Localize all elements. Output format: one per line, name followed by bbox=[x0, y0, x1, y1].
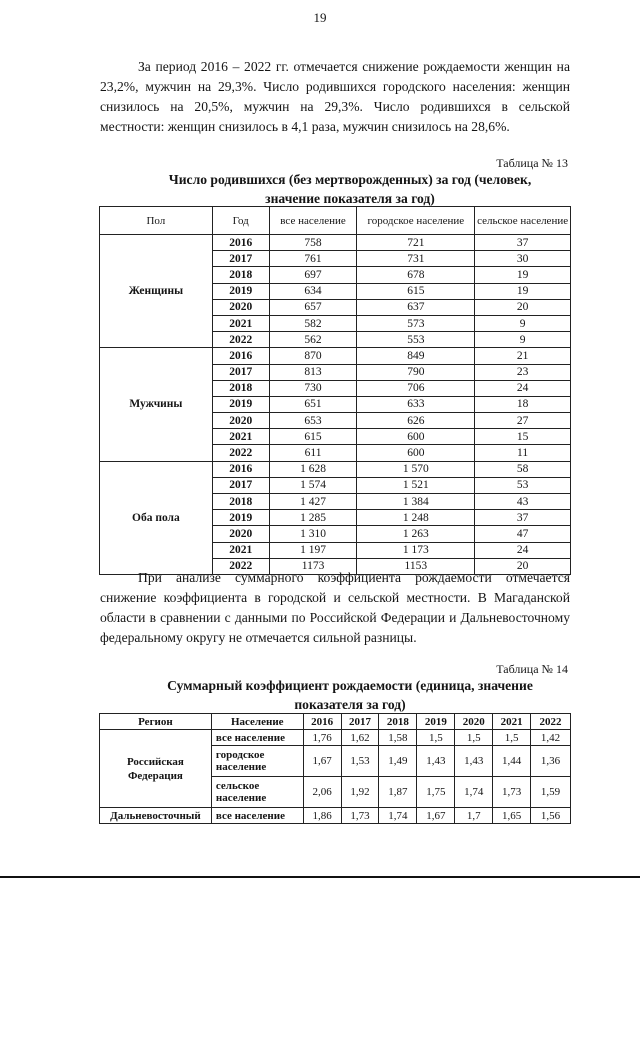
value-cell: 637 bbox=[357, 299, 475, 315]
value-cell: 1,43 bbox=[417, 746, 455, 777]
value-cell: 9 bbox=[475, 332, 571, 348]
value-cell: 1 628 bbox=[269, 461, 357, 477]
value-cell: 1,65 bbox=[493, 808, 531, 824]
value-cell: 813 bbox=[269, 364, 357, 380]
population-cell: все население bbox=[211, 808, 303, 824]
table-14-title: Суммарный коэффициент рождаемости (единица, значение показателя за год) bbox=[167, 678, 533, 712]
table-13-title: Число родившихся (без мертворожденных) за год (человек, значение показателя за год) bbox=[168, 172, 532, 206]
year-cell: 2021 bbox=[212, 542, 269, 558]
column-header: 2021 bbox=[493, 714, 531, 730]
year-cell: 2019 bbox=[212, 510, 269, 526]
value-cell: 573 bbox=[357, 315, 475, 331]
value-cell: 615 bbox=[357, 283, 475, 299]
value-cell: 849 bbox=[357, 348, 475, 364]
value-cell: 1 310 bbox=[269, 526, 357, 542]
value-cell: 1,49 bbox=[379, 746, 417, 777]
table-header-row bbox=[100, 714, 571, 730]
column-header: 2017 bbox=[341, 714, 379, 730]
value-cell: 1 570 bbox=[357, 461, 475, 477]
column-header: Регион bbox=[100, 714, 212, 730]
value-cell: 600 bbox=[357, 445, 475, 461]
value-cell: 1 173 bbox=[357, 542, 475, 558]
population-cell: сельское население bbox=[211, 777, 303, 808]
value-cell: 1,59 bbox=[531, 777, 571, 808]
value-cell: 37 bbox=[475, 510, 571, 526]
value-cell: 657 bbox=[269, 299, 357, 315]
value-cell: 758 bbox=[269, 235, 357, 251]
year-cell: 2020 bbox=[212, 299, 269, 315]
column-header: 2022 bbox=[531, 714, 571, 730]
table-row bbox=[100, 461, 571, 477]
year-cell: 2017 bbox=[212, 477, 269, 493]
value-cell: 1,67 bbox=[303, 746, 341, 777]
page-divider bbox=[0, 876, 640, 878]
value-cell: 1,5 bbox=[455, 730, 493, 746]
value-cell: 19 bbox=[475, 267, 571, 283]
table-13-label: Таблица № 13 bbox=[496, 156, 568, 170]
value-cell: 731 bbox=[357, 251, 475, 267]
value-cell: 1,67 bbox=[417, 808, 455, 824]
value-cell: 1,58 bbox=[379, 730, 417, 746]
value-cell: 651 bbox=[269, 396, 357, 412]
value-cell: 1,36 bbox=[531, 746, 571, 777]
value-cell: 23 bbox=[475, 364, 571, 380]
column-header: Год bbox=[212, 207, 269, 235]
value-cell: 1,56 bbox=[531, 808, 571, 824]
value-cell: 2,06 bbox=[303, 777, 341, 808]
year-cell: 2020 bbox=[212, 413, 269, 429]
value-cell: 24 bbox=[475, 380, 571, 396]
population-cell: городское население bbox=[211, 746, 303, 777]
year-cell: 2019 bbox=[212, 396, 269, 412]
value-cell: 1,76 bbox=[303, 730, 341, 746]
value-cell: 27 bbox=[475, 413, 571, 429]
column-header: 2019 bbox=[417, 714, 455, 730]
value-cell: 1,53 bbox=[341, 746, 379, 777]
value-cell: 582 bbox=[269, 315, 357, 331]
value-cell: 18 bbox=[475, 396, 571, 412]
value-cell: 1 285 bbox=[269, 510, 357, 526]
value-cell: 1,73 bbox=[493, 777, 531, 808]
value-cell: 1,44 bbox=[493, 746, 531, 777]
value-cell: 1 263 bbox=[357, 526, 475, 542]
value-cell: 633 bbox=[357, 396, 475, 412]
value-cell: 1,5 bbox=[417, 730, 455, 746]
table-row bbox=[100, 730, 571, 746]
table-row bbox=[100, 348, 571, 364]
year-cell: 2020 bbox=[212, 526, 269, 542]
births-table bbox=[99, 206, 571, 575]
column-header: 2016 bbox=[303, 714, 341, 730]
fertility-rate-table bbox=[99, 713, 571, 824]
value-cell: 47 bbox=[475, 526, 571, 542]
value-cell: 615 bbox=[269, 429, 357, 445]
value-cell: 1,43 bbox=[455, 746, 493, 777]
value-cell: 1,75 bbox=[417, 777, 455, 808]
value-cell: 1,86 bbox=[303, 808, 341, 824]
year-cell: 2016 bbox=[212, 235, 269, 251]
value-cell: 553 bbox=[357, 332, 475, 348]
value-cell: 1 574 bbox=[269, 477, 357, 493]
value-cell: 37 bbox=[475, 235, 571, 251]
value-cell: 1 427 bbox=[269, 494, 357, 510]
sex-group-cell: Оба пола bbox=[100, 461, 213, 574]
value-cell: 761 bbox=[269, 251, 357, 267]
table-14-label: Таблица № 14 bbox=[496, 662, 568, 676]
column-header: 2020 bbox=[455, 714, 493, 730]
value-cell: 697 bbox=[269, 267, 357, 283]
value-cell: 1,62 bbox=[341, 730, 379, 746]
column-header: Пол bbox=[100, 207, 213, 235]
analysis-paragraph: При анализе суммарного коэффициента рождаемости отмечается снижение коэффициента в городской и сельской местности. В Магаданской области в сравнении с данными по Российской Федерации и Дальневосточному федеральному округу не отмечается сильной разницы. bbox=[100, 570, 570, 645]
value-cell: 600 bbox=[357, 429, 475, 445]
value-cell: 1153 bbox=[357, 558, 475, 574]
intro-paragraph: За период 2016 – 2022 гг. отмечается снижение рождаемости женщин на 23,2%, мужчин на 29,3%. Число родившихся городского населения: женщин снизилось на 20,5%, мужчин на 29,3%. Число родившихся в сельской местности: женщин снизилось в 4,1 раза, мужчин снизилось на 28,6%. bbox=[100, 59, 570, 134]
table-row bbox=[100, 235, 571, 251]
value-cell: 19 bbox=[475, 283, 571, 299]
value-cell: 24 bbox=[475, 542, 571, 558]
value-cell: 21 bbox=[475, 348, 571, 364]
value-cell: 58 bbox=[475, 461, 571, 477]
year-cell: 2019 bbox=[212, 283, 269, 299]
value-cell: 562 bbox=[269, 332, 357, 348]
value-cell: 870 bbox=[269, 348, 357, 364]
year-cell: 2016 bbox=[212, 348, 269, 364]
value-cell: 634 bbox=[269, 283, 357, 299]
value-cell: 1 248 bbox=[357, 510, 475, 526]
year-cell: 2018 bbox=[212, 494, 269, 510]
value-cell: 1 197 bbox=[269, 542, 357, 558]
value-cell: 9 bbox=[475, 315, 571, 331]
year-cell: 2017 bbox=[212, 364, 269, 380]
year-cell: 2021 bbox=[212, 429, 269, 445]
value-cell: 730 bbox=[269, 380, 357, 396]
sex-group-cell: Женщины bbox=[100, 235, 213, 348]
value-cell: 20 bbox=[475, 558, 571, 574]
column-header: Население bbox=[211, 714, 303, 730]
column-header: 2018 bbox=[379, 714, 417, 730]
value-cell: 11 bbox=[475, 445, 571, 461]
population-cell: все население bbox=[211, 730, 303, 746]
value-cell: 1,87 bbox=[379, 777, 417, 808]
year-cell: 2022 bbox=[212, 445, 269, 461]
year-cell: 2022 bbox=[212, 558, 269, 574]
value-cell: 1 384 bbox=[357, 494, 475, 510]
year-cell: 2017 bbox=[212, 251, 269, 267]
value-cell: 20 bbox=[475, 299, 571, 315]
year-cell: 2016 bbox=[212, 461, 269, 477]
value-cell: 790 bbox=[357, 364, 475, 380]
value-cell: 1,42 bbox=[531, 730, 571, 746]
value-cell: 706 bbox=[357, 380, 475, 396]
value-cell: 1,5 bbox=[493, 730, 531, 746]
year-cell: 2021 bbox=[212, 315, 269, 331]
value-cell: 611 bbox=[269, 445, 357, 461]
year-cell: 2018 bbox=[212, 380, 269, 396]
table-header-row bbox=[100, 207, 571, 235]
value-cell: 626 bbox=[357, 413, 475, 429]
table-row bbox=[100, 808, 571, 824]
value-cell: 1,73 bbox=[341, 808, 379, 824]
value-cell: 1,74 bbox=[455, 777, 493, 808]
value-cell: 1173 bbox=[269, 558, 357, 574]
value-cell: 1,92 bbox=[341, 777, 379, 808]
region-cell: Дальневосточный bbox=[100, 808, 212, 824]
value-cell: 30 bbox=[475, 251, 571, 267]
page-number: 19 bbox=[313, 10, 327, 25]
column-header: все население bbox=[269, 207, 357, 235]
value-cell: 1 521 bbox=[357, 477, 475, 493]
value-cell: 653 bbox=[269, 413, 357, 429]
value-cell: 43 bbox=[475, 494, 571, 510]
region-cell: Российская Федерация bbox=[100, 730, 212, 808]
value-cell: 53 bbox=[475, 477, 571, 493]
value-cell: 15 bbox=[475, 429, 571, 445]
year-cell: 2022 bbox=[212, 332, 269, 348]
year-cell: 2018 bbox=[212, 267, 269, 283]
value-cell: 721 bbox=[357, 235, 475, 251]
sex-group-cell: Мужчины bbox=[100, 348, 213, 461]
value-cell: 678 bbox=[357, 267, 475, 283]
column-header: сельское население bbox=[475, 207, 571, 235]
value-cell: 1,74 bbox=[379, 808, 417, 824]
column-header: городское население bbox=[357, 207, 475, 235]
value-cell: 1,7 bbox=[455, 808, 493, 824]
